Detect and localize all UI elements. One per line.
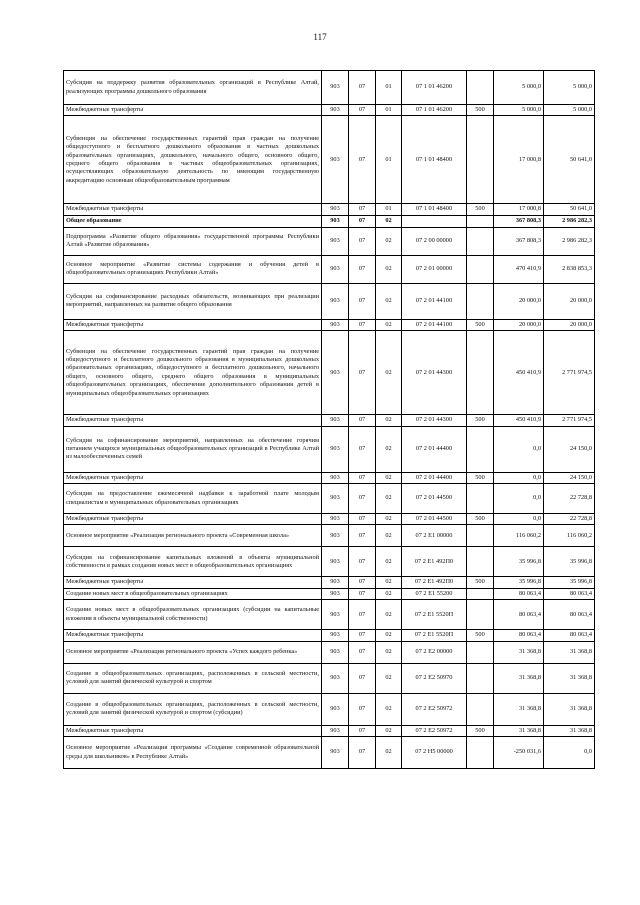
cell-target-article: 07 2 01 44400 [402, 472, 467, 483]
cell-name: Основное мероприятие «Развитие системы содержания и обучения детей в общеобразовательных организациях Республики Алтай» [64, 255, 322, 283]
cell-grbs: 903 [322, 105, 349, 116]
cell-sum-2: 22 728,8 [544, 484, 595, 514]
cell-sum-2: 31 368,8 [544, 663, 595, 693]
cell-expense-type [467, 71, 494, 105]
cell-target-article: 07 2 Е1 492П0 [402, 547, 467, 577]
cell-sum-2: 2 771 974,5 [544, 331, 595, 415]
cell-grbs: 903 [322, 283, 349, 319]
cell-sum-2: 2 838 853,3 [544, 255, 595, 283]
cell-expense-type [467, 227, 494, 255]
cell-section: 07 [349, 116, 376, 204]
table-row [64, 71, 595, 105]
cell-sum-1: 0,0 [494, 514, 544, 525]
cell-sum-1: 80 063,4 [494, 630, 544, 641]
cell-grbs: 903 [322, 577, 349, 588]
cell-expense-type [467, 525, 494, 547]
cell-name: Субсидия на софинансирование расходных обязательств, возникающих при реализации мероприятий, направленных на развитие общего образования [64, 283, 322, 319]
cell-sum-1: -250 031,6 [494, 737, 544, 769]
cell-sum-1: 80 063,4 [494, 600, 544, 630]
cell-sum-1: 5 000,0 [494, 71, 544, 105]
page-number: 117 [313, 32, 327, 42]
cell-name: Межбюджетные трансферты [64, 630, 322, 641]
cell-target-article [402, 215, 467, 227]
cell-section: 07 [349, 105, 376, 116]
cell-sum-2: 20 000,0 [544, 319, 595, 330]
cell-subsection: 01 [376, 116, 402, 204]
cell-subsection: 02 [376, 227, 402, 255]
cell-sum-2: 2 986 282,3 [544, 227, 595, 255]
cell-subsection: 02 [376, 663, 402, 693]
cell-grbs: 903 [322, 737, 349, 769]
cell-sum-2: 5 000,0 [544, 71, 595, 105]
cell-grbs: 903 [322, 227, 349, 255]
cell-subsection: 02 [376, 426, 402, 472]
cell-section: 07 [349, 255, 376, 283]
cell-sum-2: 50 641,0 [544, 204, 595, 215]
cell-section: 07 [349, 547, 376, 577]
cell-name: Субвенция на обеспечение государственных гарантий прав граждан на получение общедоступного и бесплатного дошкольного образования в муниципальных дошкольных образовательных организациях, общедоступного и бесплатного дошкольного, начального общего, основного общего, среднего общего образования в муниципальных общеобразовательных организациях, обеспечение дополнительного образования детей в муниципальных общеобразовательных организациях [64, 331, 322, 415]
cell-section: 07 [349, 600, 376, 630]
cell-section: 07 [349, 525, 376, 547]
cell-target-article: 07 2 Е2 50972 [402, 725, 467, 736]
cell-sum-2: 22 728,8 [544, 514, 595, 525]
cell-grbs: 903 [322, 663, 349, 693]
cell-subsection: 02 [376, 547, 402, 577]
cell-sum-1: 450 410,9 [494, 415, 544, 426]
cell-subsection: 02 [376, 737, 402, 769]
cell-sum-2: 35 996,8 [544, 577, 595, 588]
cell-expense-type [467, 663, 494, 693]
cell-sum-2: 2 986 282,3 [544, 215, 595, 227]
cell-target-article: 07 2 Е1 00000 [402, 525, 467, 547]
cell-expense-type [467, 484, 494, 514]
cell-section: 07 [349, 426, 376, 472]
cell-sum-1: 0,0 [494, 426, 544, 472]
cell-sum-2: 31 368,8 [544, 725, 595, 736]
cell-sum-1: 35 996,8 [494, 577, 544, 588]
cell-target-article: 07 2 Е1 492П0 [402, 577, 467, 588]
cell-expense-type [467, 737, 494, 769]
cell-section: 07 [349, 319, 376, 330]
cell-target-article: 07 2 01 44100 [402, 283, 467, 319]
cell-sum-1: 5 000,0 [494, 105, 544, 116]
table-row [64, 283, 595, 319]
cell-section: 07 [349, 283, 376, 319]
cell-subsection: 02 [376, 525, 402, 547]
cell-sum-2: 80 063,4 [544, 600, 595, 630]
table-row [64, 600, 595, 630]
cell-expense-type [467, 588, 494, 599]
cell-expense-type [467, 641, 494, 663]
cell-name: Создание в общеобразовательных организациях, расположенных в сельской местности, условий для занятий физической культурой и спортом [64, 663, 322, 693]
cell-sum-2: 5 000,0 [544, 105, 595, 116]
cell-subsection: 02 [376, 630, 402, 641]
cell-grbs: 903 [322, 514, 349, 525]
cell-sum-1: 116 060,2 [494, 525, 544, 547]
cell-sum-1: 17 000,8 [494, 116, 544, 204]
cell-expense-type: 500 [467, 725, 494, 736]
table-row [64, 514, 595, 525]
table-row [64, 577, 595, 588]
cell-sum-1: 31 368,8 [494, 641, 544, 663]
cell-expense-type [467, 693, 494, 725]
cell-grbs: 903 [322, 319, 349, 330]
cell-subsection: 01 [376, 105, 402, 116]
table-row [64, 331, 595, 415]
cell-subsection: 02 [376, 415, 402, 426]
cell-sum-1: 20 000,0 [494, 319, 544, 330]
cell-target-article: 07 2 Н5 00000 [402, 737, 467, 769]
table-row [64, 737, 595, 769]
cell-section: 07 [349, 204, 376, 215]
cell-target-article: 07 2 Е1 55200 [402, 588, 467, 599]
cell-target-article: 07 2 00 00000 [402, 227, 467, 255]
table-row [64, 663, 595, 693]
cell-section: 07 [349, 737, 376, 769]
cell-subsection: 02 [376, 514, 402, 525]
budget-table [63, 70, 595, 769]
cell-grbs: 903 [322, 630, 349, 641]
table-row [64, 116, 595, 204]
cell-target-article: 07 2 01 44500 [402, 514, 467, 525]
table-row [64, 215, 595, 227]
cell-section: 07 [349, 630, 376, 641]
cell-name: Межбюджетные трансферты [64, 415, 322, 426]
cell-grbs: 903 [322, 588, 349, 599]
cell-target-article: 07 2 Е2 50972 [402, 693, 467, 725]
cell-section: 07 [349, 693, 376, 725]
cell-sum-1: 31 368,8 [494, 693, 544, 725]
cell-section: 07 [349, 215, 376, 227]
cell-subsection: 01 [376, 71, 402, 105]
table-row [64, 472, 595, 483]
cell-subsection: 02 [376, 600, 402, 630]
table-row [64, 426, 595, 472]
cell-subsection: 02 [376, 725, 402, 736]
cell-target-article: 07 2 Е2 00000 [402, 641, 467, 663]
cell-subsection: 02 [376, 484, 402, 514]
table-row [64, 693, 595, 725]
cell-name: Основное мероприятие «Реализация программы «Создание современной образовательной среды для школьников» в Республике Алтай» [64, 737, 322, 769]
cell-target-article: 07 2 01 44500 [402, 484, 467, 514]
cell-expense-type [467, 283, 494, 319]
cell-name: Межбюджетные трансферты [64, 472, 322, 483]
cell-name: Основное мероприятие «Реализация регионального проекта «Успех каждого ребенка» [64, 641, 322, 663]
table-row [64, 725, 595, 736]
cell-name: Субвенция на обеспечение государственных гарантий прав граждан на получение общедоступного и бесплатного дошкольного образования в частных дошкольных образовательных организациях, дошкольного, начального общего, основного общего, среднего общего образования в частных общеобразовательных организациях, осуществляющих образовательную деятельность по имеющим государственную аккредитацию основным общеобразовательным программам [64, 116, 322, 204]
cell-grbs: 903 [322, 525, 349, 547]
cell-target-article: 07 2 01 44300 [402, 415, 467, 426]
cell-name: Межбюджетные трансферты [64, 105, 322, 116]
cell-name: Создание новых мест в общеобразовательных организациях [64, 588, 322, 599]
cell-sum-2: 20 000,0 [544, 283, 595, 319]
cell-name: Межбюджетные трансферты [64, 204, 322, 215]
cell-sum-1: 450 410,9 [494, 331, 544, 415]
cell-grbs: 903 [322, 693, 349, 725]
cell-expense-type [467, 600, 494, 630]
cell-name: Межбюджетные трансферты [64, 514, 322, 525]
cell-sum-2: 50 641,0 [544, 116, 595, 204]
cell-target-article: 07 2 Е1 5520П [402, 630, 467, 641]
cell-grbs: 903 [322, 725, 349, 736]
cell-name: Общее образование [64, 215, 322, 227]
cell-name: Субсидия на софинансирование капитальных вложений в объекты муниципальной собственности в рамках создания новых мест в общеобразовательных организациях [64, 547, 322, 577]
cell-subsection: 02 [376, 693, 402, 725]
cell-expense-type: 500 [467, 415, 494, 426]
cell-sum-2: 31 368,8 [544, 693, 595, 725]
table-row [64, 415, 595, 426]
table-row [64, 105, 595, 116]
cell-target-article: 07 1 01 46200 [402, 71, 467, 105]
cell-target-article: 07 1 01 48400 [402, 204, 467, 215]
table-row [64, 641, 595, 663]
cell-expense-type: 500 [467, 472, 494, 483]
table-row [64, 525, 595, 547]
cell-expense-type: 500 [467, 577, 494, 588]
cell-sum-2: 80 063,4 [544, 630, 595, 641]
cell-target-article: 07 2 Е1 5520П [402, 600, 467, 630]
cell-sum-1: 31 368,8 [494, 663, 544, 693]
table-row [64, 547, 595, 577]
cell-subsection: 02 [376, 577, 402, 588]
cell-section: 07 [349, 514, 376, 525]
cell-name: Субсидия на предоставление ежемесячной надбавки к заработной плате молодым специалистам в муниципальных образовательных организациях [64, 484, 322, 514]
cell-name: Создание в общеобразовательных организациях, расположенных в сельской местности, условий для занятий физической культурой и спортом (субсидии) [64, 693, 322, 725]
cell-sum-2: 24 150,0 [544, 426, 595, 472]
cell-grbs: 903 [322, 426, 349, 472]
cell-sum-1: 35 996,8 [494, 547, 544, 577]
cell-name: Субсидия на софинансирование мероприятий, направленных на обеспечение горячим питанием учащихся муниципальных общеобразовательных организаций в Республике Алтай из малообеспеченных семей [64, 426, 322, 472]
cell-section: 07 [349, 588, 376, 599]
table-row [64, 204, 595, 215]
cell-subsection: 02 [376, 472, 402, 483]
cell-expense-type [467, 426, 494, 472]
cell-target-article: 07 2 01 44300 [402, 331, 467, 415]
cell-expense-type [467, 255, 494, 283]
cell-sum-1: 31 368,8 [494, 725, 544, 736]
cell-section: 07 [349, 472, 376, 483]
cell-sum-2: 24 150,0 [544, 472, 595, 483]
table-row [64, 227, 595, 255]
cell-grbs: 903 [322, 641, 349, 663]
cell-sum-1: 470 410,9 [494, 255, 544, 283]
cell-sum-2: 31 368,8 [544, 641, 595, 663]
cell-section: 07 [349, 577, 376, 588]
cell-grbs: 903 [322, 255, 349, 283]
cell-name: Межбюджетные трансферты [64, 319, 322, 330]
cell-sum-2: 116 060,2 [544, 525, 595, 547]
cell-grbs: 903 [322, 547, 349, 577]
cell-sum-2: 0,0 [544, 737, 595, 769]
cell-expense-type: 500 [467, 319, 494, 330]
cell-sum-1: 367 808,3 [494, 215, 544, 227]
cell-section: 07 [349, 415, 376, 426]
cell-grbs: 903 [322, 71, 349, 105]
cell-grbs: 903 [322, 331, 349, 415]
cell-sum-2: 2 771 974,5 [544, 415, 595, 426]
cell-subsection: 02 [376, 331, 402, 415]
cell-expense-type: 500 [467, 204, 494, 215]
cell-section: 07 [349, 331, 376, 415]
cell-target-article: 07 2 01 44400 [402, 426, 467, 472]
cell-sum-2: 35 996,8 [544, 547, 595, 577]
cell-expense-type [467, 331, 494, 415]
cell-target-article: 07 2 Е2 50970 [402, 663, 467, 693]
cell-grbs: 903 [322, 484, 349, 514]
cell-target-article: 07 1 01 46200 [402, 105, 467, 116]
cell-grbs: 903 [322, 600, 349, 630]
cell-grbs: 903 [322, 472, 349, 483]
cell-subsection: 02 [376, 641, 402, 663]
cell-grbs: 903 [322, 204, 349, 215]
cell-expense-type: 500 [467, 514, 494, 525]
cell-name: Подпрограмма «Развитие общего образования» государственной программы Республики Алтай «Развитие образования» [64, 227, 322, 255]
table-body [64, 71, 595, 769]
cell-sum-1: 17 000,8 [494, 204, 544, 215]
cell-section: 07 [349, 725, 376, 736]
cell-name: Создание новых мест в общеобразовательных организациях (субсидии на капитальные вложения в объекты муниципальной собственности) [64, 600, 322, 630]
cell-subsection: 02 [376, 319, 402, 330]
cell-grbs: 903 [322, 215, 349, 227]
cell-name: Межбюджетные трансферты [64, 725, 322, 736]
cell-expense-type [467, 547, 494, 577]
cell-sum-1: 0,0 [494, 484, 544, 514]
cell-sum-1: 80 063,4 [494, 588, 544, 599]
cell-sum-1: 0,0 [494, 472, 544, 483]
cell-sum-1: 367 808,3 [494, 227, 544, 255]
table-row [64, 630, 595, 641]
cell-section: 07 [349, 227, 376, 255]
cell-grbs: 903 [322, 415, 349, 426]
cell-sum-1: 20 000,0 [494, 283, 544, 319]
cell-subsection: 02 [376, 588, 402, 599]
cell-name: Основное мероприятие «Реализация регионального проекта «Современная школа» [64, 525, 322, 547]
cell-section: 07 [349, 663, 376, 693]
table-row [64, 255, 595, 283]
cell-subsection: 02 [376, 215, 402, 227]
cell-name: Межбюджетные трансферты [64, 577, 322, 588]
cell-name: Субсидия на поддержку развития образовательных организаций в Республике Алтай, реализующих программы дошкольного образования [64, 71, 322, 105]
cell-section: 07 [349, 71, 376, 105]
cell-expense-type [467, 116, 494, 204]
cell-section: 07 [349, 641, 376, 663]
table-row [64, 588, 595, 599]
cell-target-article: 07 1 01 48400 [402, 116, 467, 204]
cell-subsection: 01 [376, 204, 402, 215]
cell-subsection: 02 [376, 255, 402, 283]
cell-grbs: 903 [322, 116, 349, 204]
table-row [64, 319, 595, 330]
cell-target-article: 07 2 01 00000 [402, 255, 467, 283]
cell-expense-type: 500 [467, 630, 494, 641]
table-row [64, 484, 595, 514]
cell-subsection: 02 [376, 283, 402, 319]
cell-expense-type: 500 [467, 105, 494, 116]
cell-target-article: 07 2 01 44100 [402, 319, 467, 330]
cell-sum-2: 80 063,4 [544, 588, 595, 599]
cell-expense-type [467, 215, 494, 227]
cell-section: 07 [349, 484, 376, 514]
